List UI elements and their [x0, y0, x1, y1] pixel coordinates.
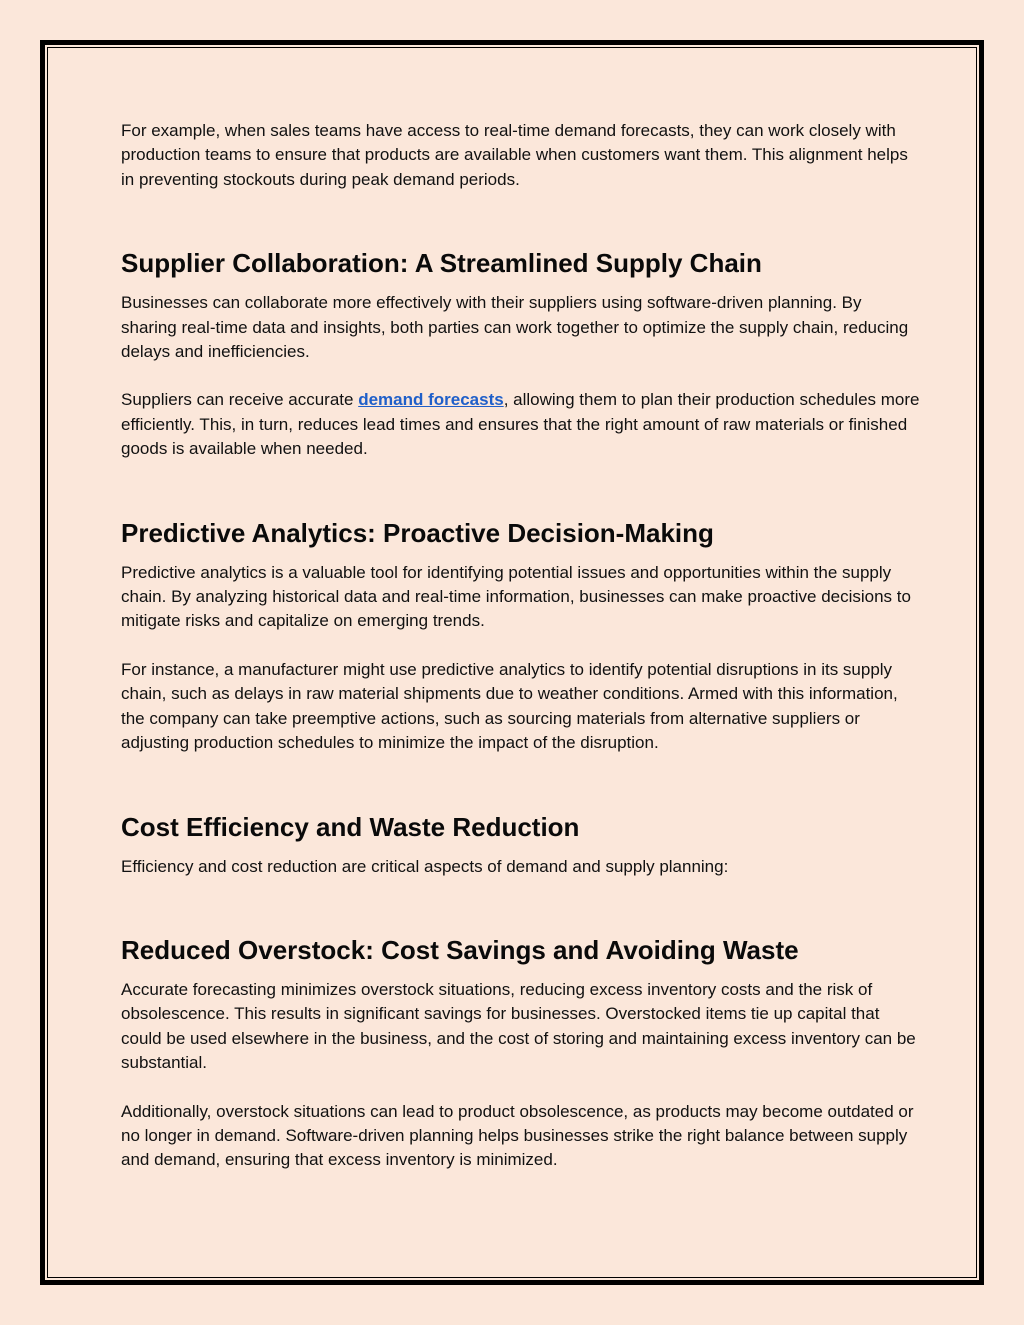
predictive-analytics-paragraph-2: For instance, a manufacturer might use predictive analytics to identify potential disruptions in its supply chain, such as delays in raw material shipments due to weather conditions. Armed with this information, the company can take preemptive actions, such as sourcing materials from alternative suppliers or adjusting production schedules to minimize the impact of the disruption. — [121, 659, 898, 753]
document-content — [121, 119, 921, 1173]
paragraph-text: , allowing them to plan their production schedules more efficiently. This, in turn, reduces lead times and ensures that the right amount of raw materials or finished goods is available when needed. — [121, 390, 920, 459]
reduced-overstock-paragraph-2: Additionally, overstock situations can lead to product obsolescence, as products may become outdated or no longer in demand. Software-driven planning helps businesses strike the right balance between supply and demand, ensuring that excess inventory is minimized. — [121, 1101, 914, 1170]
demand-forecasts-link[interactable]: demand forecasts — [358, 390, 504, 410]
section-heading-supplier-collaboration: Supplier Collaboration: A Streamlined Supply Chain — [121, 248, 762, 279]
section-heading-predictive-analytics: Predictive Analytics: Proactive Decision-Making — [121, 517, 714, 548]
supplier-collaboration-paragraph-2 — [121, 388, 921, 461]
predictive-analytics-paragraph-1: Predictive analytics is a valuable tool for identifying potential issues and opportunities within the supply chain. By analyzing historical data and real-time information, businesses can make proactive decisions to mitigate risks and capitalize on emerging trends. — [121, 562, 911, 631]
reduced-overstock-paragraph-1: Accurate forecasting minimizes overstock situations, reducing excess inventory costs and the risk of obsolescence. This results in significant savings for businesses. Overstocked items tie up capital that could be used elsewhere in the business, and the cost of storing and maintaining excess inventory can be substantial. — [121, 979, 916, 1073]
section-heading-cost-efficiency: Cost Efficiency and Waste Reduction — [121, 811, 580, 842]
paragraph-text: Suppliers can receive accurate — [121, 390, 359, 410]
intro-paragraph: For example, when sales teams have access to real-time demand forecasts, they can work closely with production teams to ensure that products are available when customers want them. This alignment helps in preventing stockouts during peak demand periods. — [121, 121, 908, 189]
section-heading-reduced-overstock: Reduced Overstock: Cost Savings and Avoiding Waste — [121, 934, 799, 965]
cost-efficiency-paragraph-1: Efficiency and cost reduction are critical aspects of demand and supply planning: — [121, 856, 729, 876]
supplier-collaboration-paragraph-1: Businesses can collaborate more effectively with their suppliers using software-driven planning. By sharing real-time data and insights, both parties can work together to optimize the supply chain, reducing delays and inefficiencies. — [121, 293, 909, 362]
